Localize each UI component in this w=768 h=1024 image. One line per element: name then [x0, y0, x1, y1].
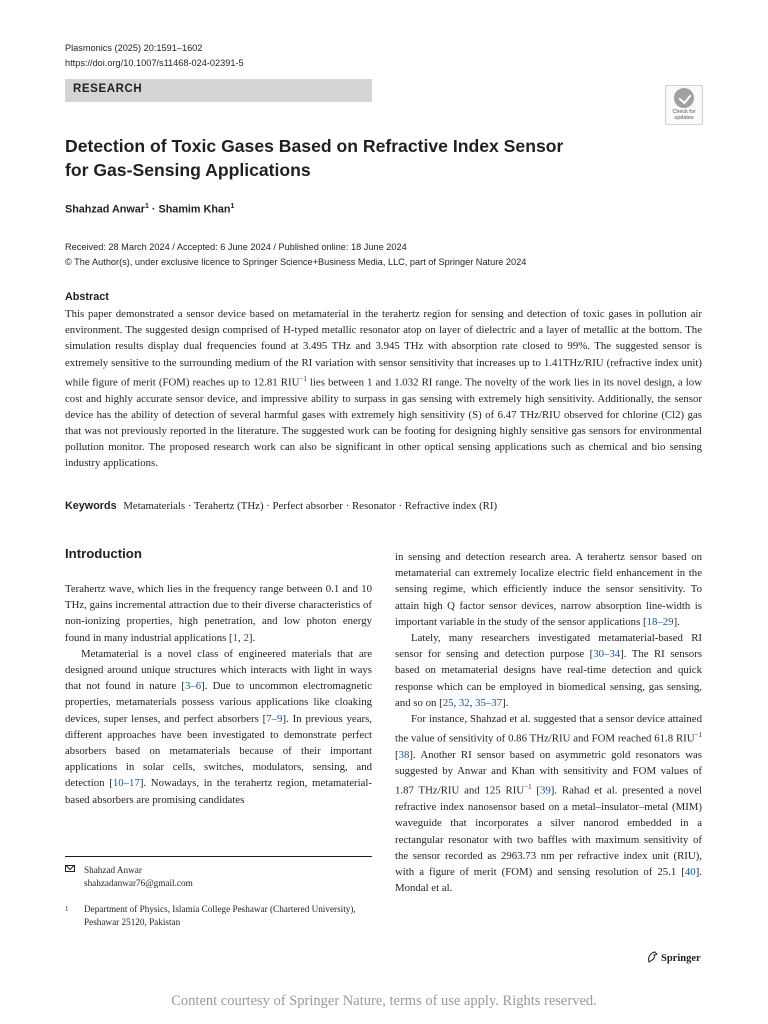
courtesy-notice: Content courtesy of Springer Nature, terms of use apply. Rights reserved.: [171, 993, 597, 1009]
abstract-text: This paper demonstrated a sensor device based on metamaterial in the terahertz region for sensing and detection of toxic gases in pollution air environment. The suggested design comprised of H-typed metallic resonator atop on layer of dielectric and a layer of metallic at the bottom. The simulation results display dual frequencies found at 3.495 THz and 3.945 THz with absorption rate closed to 99%. The suggested sensor is extremely sensitive to the surrounding medium of the RI variation with sensor sensitivity that increases up to 1.41THz/RIU (refractive index unit) while figure of merit (FOM) reaches up to 12.81 $RIU^{-1}$ lies between 1 and 1.032 RI range. The novelty of the work lies in its novel design, a low cost and highly accurate sensor device, and impressive ability to surpass in gas sensing with extremely high sensitivity. Additionally, the sensor device has the ability of detection of several harmful gases with extremely high sensitivity (S) of 6.47 THz/RIU observed for chlorine (Cl2) gas that was not previously reported in the literature. The suggested work can be footing for designing highly sensitive gas sensors for environmental pollution monitor. The proposed research work can also be significant in other optical sensing applications such as chemical and bio sensing industry applications.: [65, 308, 702, 470]
paragraph: Lately, many researchers investigated metamaterial-based RI sensor for sensing and detection purpose [30–34]. The RI sensors based on metamaterial designs have real-time detection and quick response which can be employed in biomedical sensing, gas sensing, and so on [25, 32, 35–37].: [395, 632, 702, 709]
publisher-logo: [647, 951, 701, 964]
publisher-name: Springer: [661, 953, 701, 964]
citation-link[interactable]: 1: [232, 631, 239, 644]
author-list: [65, 203, 234, 216]
citation-link[interactable]: 32: [458, 696, 470, 709]
journal-citation: [65, 41, 244, 71]
check-for-updates-button[interactable]: [665, 85, 703, 125]
check-updates-label-2: updates: [674, 115, 694, 121]
citation-link[interactable]: 25: [442, 696, 454, 709]
keywords-heading: Keywords: [65, 500, 117, 512]
citation-link[interactable]: 2: [243, 631, 249, 644]
section-label: RESEARCH: [73, 83, 143, 95]
citation-link[interactable]: 7–9: [266, 712, 283, 725]
paragraph: in sensing and detection research area. A terahertz sensor based on metamaterial can extremely localize electric field enhancement in the sensing regime, which efficiently induce the sensor sensitivity. To attain high Q factor sensor devices, narrow absorption line-width is important variable in the study of the sensor applications [18–29].: [395, 551, 702, 628]
citation-link[interactable]: 38: [398, 749, 410, 762]
citation-link[interactable]: 30–34: [593, 648, 621, 661]
citation-link[interactable]: 18–29: [646, 615, 674, 628]
affiliation-footnote: [65, 903, 372, 929]
article-title: [65, 135, 625, 182]
author-name[interactable]: Shahzad Anwar: [65, 203, 145, 216]
paragraph: For instance, Shahzad et al. suggested that a sensor device attained the value of sensitivity of 0.86 THz/RIU and FOM reached 61.8 $RIU^{-1}$ [38]. Another RI sensor based on asymmetric gold resonators was suggested by Anwar and Khan with sensitivity and FOM values of 1.87 THz/RIU and 125 $RIU^{-1}$ [39]. Rahad et al. presented a novel refractive index nanosensor based on a metal–insulator–metal (MIM) waveguide that incorporates a silver nanorod embedded in a rectangular resonator with two baffles with maximum sensitivity of the sensor recorded as 2963.73 nm per refractive index unit (RIU), with a figure of merit (FOM) and sensing resolution of 25.1 [40]. Mondal et al.: [395, 713, 702, 895]
author-name[interactable]: Shamim Khan: [158, 203, 231, 216]
body-column-right: [395, 549, 702, 896]
contact-email[interactable]: shahzadanwar76@gmail.com: [84, 878, 193, 888]
keywords: [65, 500, 497, 512]
springer-horse-icon: [647, 951, 658, 963]
section-label-bar: [65, 79, 372, 102]
publication-info: [65, 240, 526, 270]
check-updates-label-1: Check for: [672, 109, 696, 115]
affiliation-number: 1: [65, 905, 69, 913]
journal-line: Plasmonics (2025) 20:1591–1602: [65, 43, 203, 53]
paragraph: Terahertz wave, which lies in the frequency range between 0.1 and 10 THz, gains incremental attraction due to their diverse characteristics of non-ionizing properties, high penetration, and low photon energy found in many industrial applications [1, 2].: [65, 583, 372, 644]
author-affiliation-mark: 1: [230, 203, 235, 210]
affiliation-text: Department of Physics, Islamia College Peshawar (Chartered University), Peshawar 25120, Pakistan: [84, 904, 356, 927]
author-separator: ·: [148, 203, 159, 216]
abstract-heading: Abstract: [65, 291, 109, 303]
citation-link[interactable]: 3–6: [184, 680, 202, 693]
envelope-icon: [65, 865, 75, 872]
check-updates-icon: [674, 88, 694, 108]
keywords-list: Metamaterials · Terahertz (THz) · Perfect absorber · Resonator · Refractive index (RI): [123, 500, 498, 512]
introduction-heading: Introduction: [65, 546, 142, 561]
corresponding-author: [65, 864, 193, 890]
paragraph: Metamaterial is a novel class of engineered materials that are designed around unique structures which interacts with light in ways that not found in nature [3–6]. Due to uncommon electromagnetic properties, metamaterials possess various applications like cloaking devices, super lenses, and perfect absorbers [7–9]. In previous years, different approaches have been investigated to demonstrate perfect absorbers based on metamaterials because of their important applications in solar cells, switches, modulators, sensing, and detection [10–17]. Nowadays, in the terahertz region, metamaterial-based absorbers are promising candidates: [65, 647, 372, 806]
citation-link[interactable]: 40: [684, 866, 696, 879]
citation-link[interactable]: 39: [540, 785, 551, 798]
copyright-line: © The Author(s), under exclusive licence to Springer Science+Business Media, LLC, part of Springer Nature 2024: [65, 257, 527, 267]
body-column-left: [65, 581, 372, 808]
title-line-2: for Gas-Sensing Applications: [65, 159, 311, 180]
citation-link[interactable]: 10–17: [112, 777, 140, 790]
footnote-divider: [65, 856, 372, 857]
contact-name: Shahzad Anwar: [84, 865, 142, 875]
publication-dates: Received: 28 March 2024 / Accepted: 6 June 2024 / Published online: 18 June 2024: [65, 242, 407, 252]
citation-link[interactable]: 35–37: [475, 696, 503, 709]
author-affiliation-mark: 1: [145, 203, 149, 210]
title-line-1: Detection of Toxic Gases Based on Refractive Index Sensor: [65, 136, 564, 156]
doi-link[interactable]: https://doi.org/10.1007/s11468-024-02391-5: [65, 58, 244, 68]
